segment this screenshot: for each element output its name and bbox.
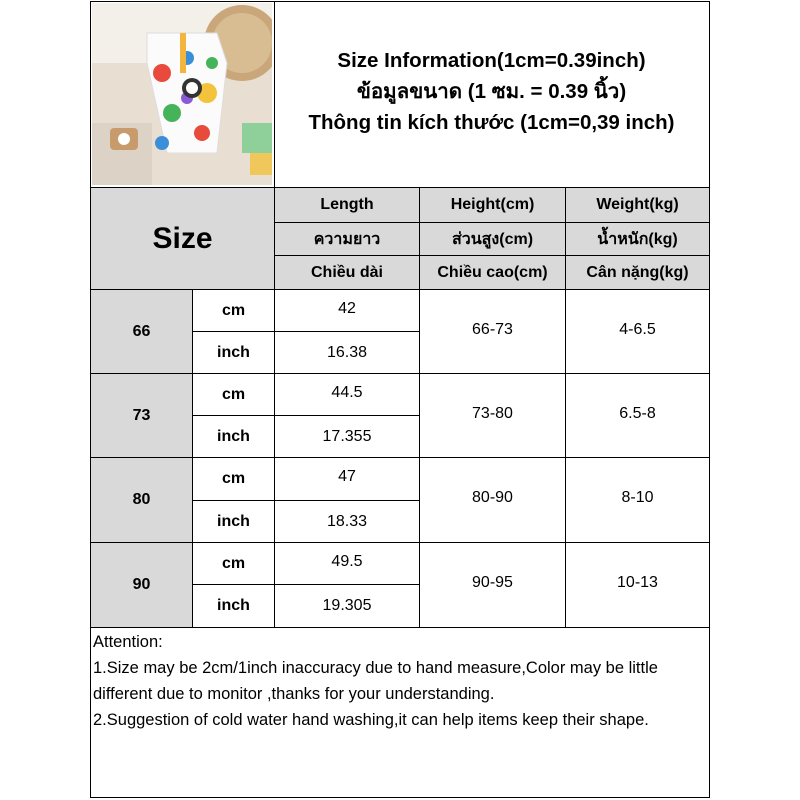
height-header-th: ส่วนสูง(cm) xyxy=(420,223,565,255)
height-range: 66-73 xyxy=(472,321,513,338)
unit-inch: inch xyxy=(217,343,250,361)
height-header-vi: Chiều cao(cm) xyxy=(420,256,565,289)
unit-cm: cm xyxy=(221,470,246,487)
attention-note-1: 1.Size may be 2cm/1inch inaccuracy due to hand measure,Color may be little different due to monitor ,thanks for your understanding. xyxy=(93,659,663,703)
length-cm-value: 42 xyxy=(338,300,356,317)
weight-range: 4-6.5 xyxy=(619,321,656,338)
unit-cm: cm xyxy=(221,301,246,319)
length-inch-value: 18.33 xyxy=(326,512,368,530)
weight-header-en: Weight(kg) xyxy=(566,188,709,222)
length-header-vi: Chiều dài xyxy=(275,256,419,289)
size-header: Size xyxy=(91,188,274,289)
weight-header-th: น้ำหนัก(kg) xyxy=(566,223,709,255)
attention-title: Attention: xyxy=(93,633,163,651)
unit-cm: cm xyxy=(221,554,246,572)
unit-inch: inch xyxy=(217,427,250,445)
size-90: 90 xyxy=(91,543,192,627)
size-information-title xyxy=(275,45,708,138)
size-info-english: Size Information(1cm=0.39inch) xyxy=(337,49,646,72)
unit-cm: cm xyxy=(221,385,246,403)
length-cm-value: 44.5 xyxy=(331,384,363,401)
attention-notes xyxy=(93,629,708,733)
size-info-vietnamese: Thông tin kích thước (1cm=0,39 inch) xyxy=(308,111,675,134)
unit-inch: inch xyxy=(217,512,250,530)
weight-header-vi: Cân nặng(kg) xyxy=(566,256,709,289)
product-photo xyxy=(92,3,272,185)
height-header-en: Height(cm) xyxy=(420,188,565,222)
size-66: 66 xyxy=(91,290,192,373)
size-80: 80 xyxy=(91,458,192,542)
size-73: 73 xyxy=(91,374,192,457)
weight-range: 10-13 xyxy=(617,574,658,591)
weight-range: 6.5-8 xyxy=(619,405,656,422)
length-header-en: Length xyxy=(275,188,419,222)
baby-romper-image xyxy=(92,3,272,185)
size-info-thai: ข้อมูลขนาด (1 ซม. = 0.39 นิ้ว) xyxy=(356,80,627,103)
length-inch-value: 17.355 xyxy=(322,427,372,445)
length-header-th: ความยาว xyxy=(275,223,419,255)
height-range: 80-90 xyxy=(472,489,513,506)
attention-note-2: 2.Suggestion of cold water hand washing,it can help items keep their shape. xyxy=(93,711,649,729)
unit-inch: inch xyxy=(217,597,250,614)
height-range: 73-80 xyxy=(472,405,513,422)
grid-line xyxy=(91,627,709,628)
length-cm-value: 47 xyxy=(338,468,356,485)
length-inch-value: 19.305 xyxy=(322,597,372,614)
length-cm-value: 49.5 xyxy=(331,553,363,570)
length-inch-value: 16.38 xyxy=(326,343,368,361)
weight-range: 8-10 xyxy=(621,489,654,506)
height-range: 90-95 xyxy=(472,574,513,591)
